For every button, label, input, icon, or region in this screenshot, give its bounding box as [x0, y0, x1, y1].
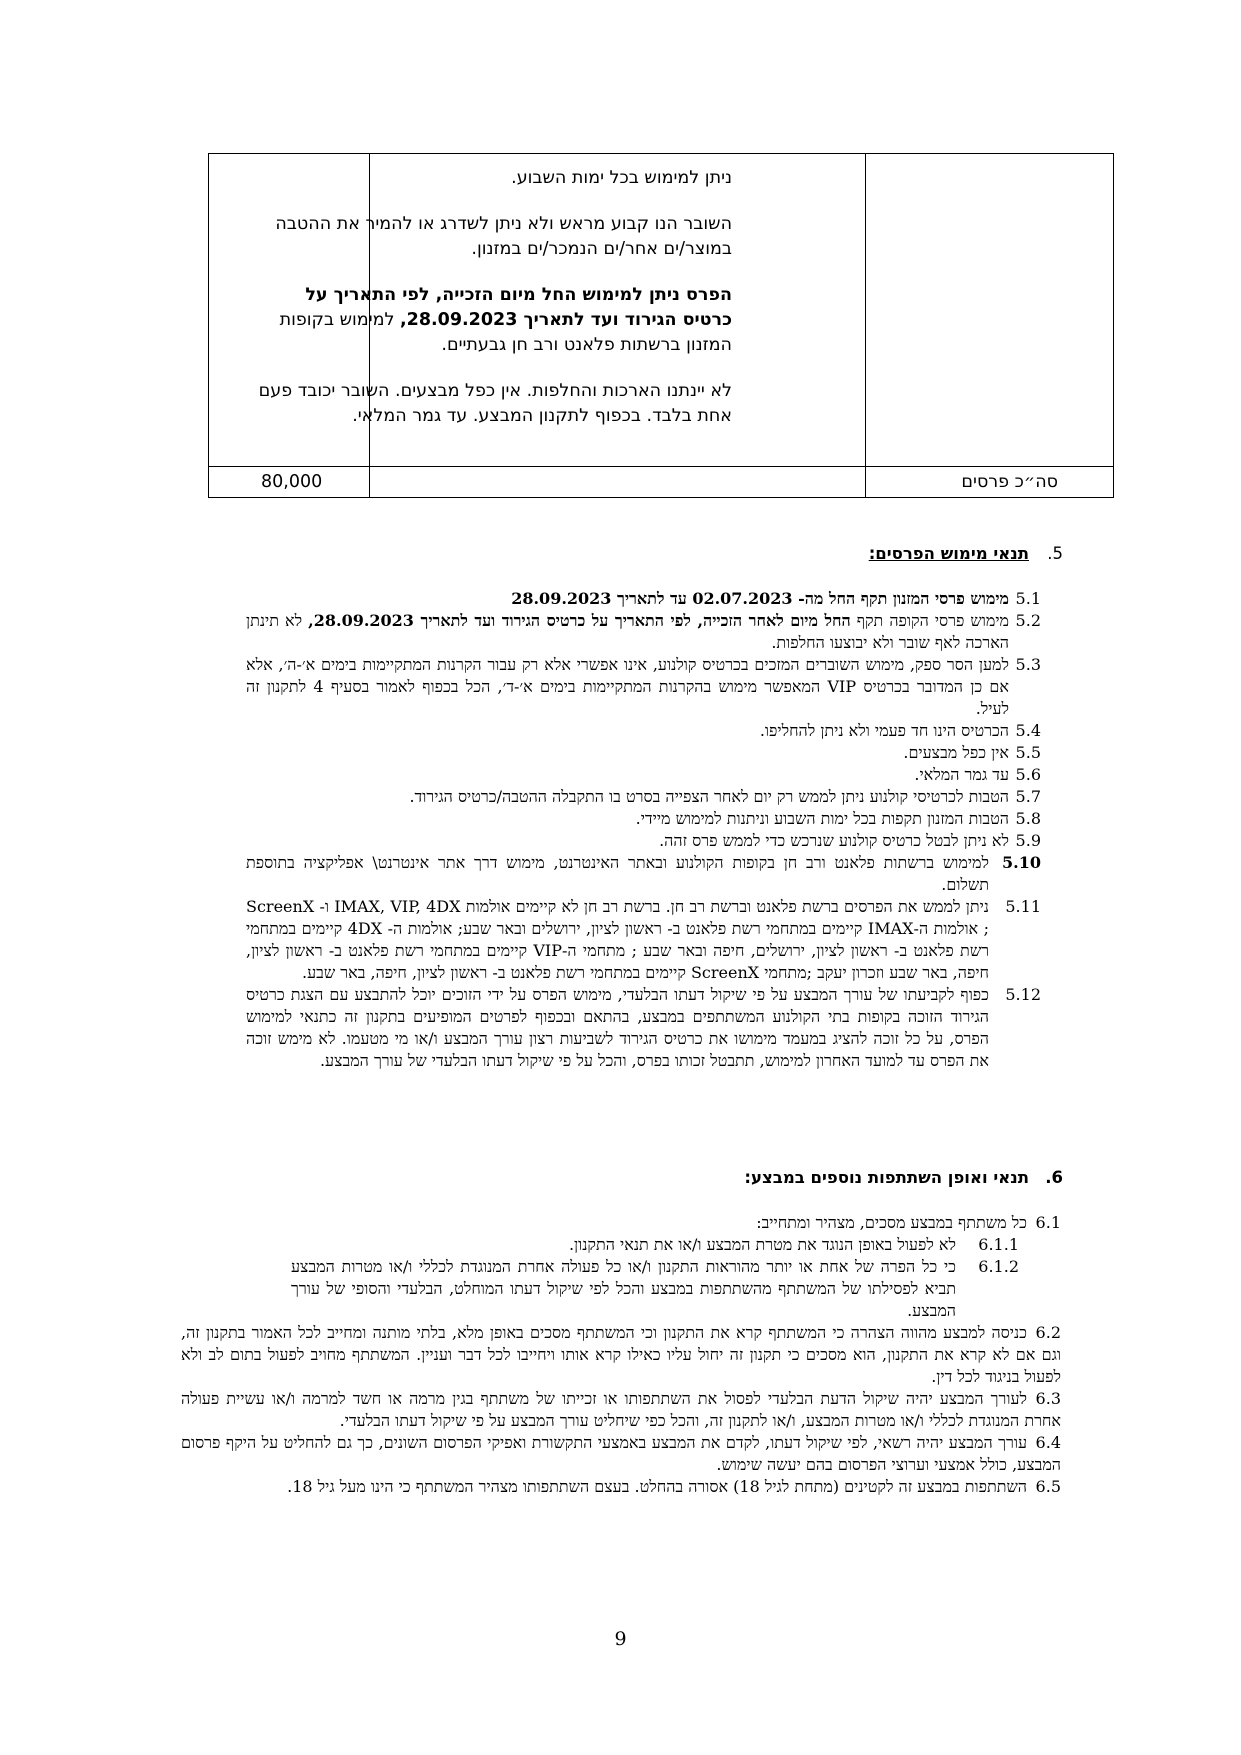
list-item: 5.3 למען הסר ספק, מימוש השוברים המזכים בכרטיס קולנוע, אינו אפשרי אלא רק עבור הקרנות המתקיימות בימים א׳-ה׳, אלא אם כן המדובר בכרטיס VIP המאפשר מימוש בהקרנות המתקיימות בימים א׳-ד׳, הכל בכפוף לאמור בסעיף 4 לתקנון זה לעיל.	[246, 655, 1041, 718]
description-paragraph	[252, 283, 732, 358]
description-paragraph: ניתן למימוש בכל ימות השבוע.	[511, 168, 732, 188]
description-text: למימוש בקופות המזנון ברשתות פלאנט ורב חן גבעתיים.	[279, 310, 732, 355]
list-item: 6.3 לעורך המבצע יהיה שיקול הדעת הבלעדי לפסול את השתתפותו או זכייתו של משתתף בגין מרמה או חשד למרמה ו/או עשיית פעולה אחרת המנוגדת לכללי ו/או מטרות המבצע, ו/או לתקנון זה, והכל כפי שיחליט עורך המבצע על פי שיקול דעתו הבלעדי.	[181, 1389, 1061, 1430]
section-6-body	[181, 1212, 1061, 1498]
prize-description-cell	[252, 166, 732, 450]
list-item: 6.1.2 כי כל הפרה של אחת או יותר מהוראות התקנון ו/או כל פעולה אחרת המנוגדת לכללי ו/או מטרות המבצע תביא לפסילתו של המשתתף מהשתתפות במבצע והכל לפי שיקול דעתו המוחלט, הבלעדי והסופי של עורך המבצע.	[291, 1257, 1019, 1320]
list-item: 5.8 הטבות המזנון תקפות בכל ימות השבוע וניתנות למימוש מיידי.	[635, 809, 1041, 828]
section-5-title: תנאי מימוש הפרסים:	[868, 544, 1029, 563]
list-item: 5.4 הכרטיס הינו חד פעמי ולא ניתן להחליפו.	[759, 721, 1041, 740]
section-6-heading: 6.תנאי ואופן השתתפות נוספים במבצע:	[744, 1168, 1063, 1187]
list-item: 5.2 מימוש פרסי הקופה תקף החל מיום לאחר הזכייה, לפי התאריך על כרטיס הגירוד ועד לתאריך 28.09.2023, לא תינתן הארכה לאף שובר ולא יבוצעו החלפות.	[246, 611, 1041, 652]
page-number: 9	[614, 1628, 627, 1650]
section-5-body	[246, 588, 1041, 1072]
list-item: 5.7 הטבות לכרטיסי קולנוע ניתן לממש רק יום לאחר הצפייה בסרט בו התקבלה ההטבה/כרטיס הגירוד.	[409, 787, 1041, 806]
table-divider	[865, 154, 866, 497]
list-item: 5.1 מימוש פרסי המזנון תקף החל מה- 02.07.2023 עד לתאריך 28.09.2023	[511, 589, 1041, 608]
list-item: 5.11 ניתן לממש את הפרסים ברשת פלאנט וברשת רב חן. ברשת רב חן לא קיימים אולמות IMAX, VIP, 4DX ו- ScreenX ; אולמות ה-IMAX קיימים במתחמי רשת פלאנט ב- ראשון לציון, ירושלים ובאר שבע; אולמות ה- 4DX קיימים במתחמי רשת פלאנט ב- ראשון לציון, ירושלים, חיפה ובאר שבע ; מתחמי ה-VIP קיימים במתחמי רשת פלאנט ב- ראשון לציון, חיפה, באר שבע וזכרון יעקב ;מתחמי ScreenX קיימים במתחמי רשת פלאנט ב- ראשון לציון, חיפה, באר שבע.	[246, 897, 1041, 982]
list-item: 6.4 עורך המבצע יהיה רשאי, לפי שיקול דעתו, לקדם את המבצע באמצעי התקשורת ואפיקי הפרסום השונים, כך גם להחליט על היקף פרסום המבצע, כולל אמצעי וערוצי הפרסום בהם יעשה שימוש.	[181, 1433, 1061, 1474]
list-item: 5.5 אין כפל מבצעים.	[903, 743, 1041, 762]
section-6-title: תנאי ואופן השתתפות נוספים במבצע:	[744, 1168, 1029, 1187]
list-item: 5.9 לא ניתן לבטל כרטיס קולנוע שנרכש כדי לממש פרס זהה.	[659, 831, 1041, 850]
total-prizes-value: 80,000	[261, 472, 323, 492]
list-item: 5.6 עד גמר המלאי.	[914, 765, 1041, 784]
list-item: 6.1.1 לא לפעול באופן הנוגד את מטרת המבצע ו/או את תנאי התקנון.	[568, 1235, 1019, 1254]
section-5-heading: 5.תנאי מימוש הפרסים:	[868, 544, 1063, 563]
description-paragraph: השובר הנו קבוע מראש ולא ניתן לשדרג או להמיר את ההטבה במוצר/ים אחר/ים הנמכר/ים במזנון.	[275, 214, 732, 259]
description-bold: הפרס ניתן למימוש החל מיום הזכייה, לפי התאריך על כרטיס הגירוד ועד לתאריך 28.09.2023,	[305, 285, 732, 330]
list-item: 5.10 למימוש ברשתות פלאנט ורב חן בקופות הקולנוע ובאתר האינטרנט, מימוש דרך אתר אינטרנט\ אפליקציה בתוספת תשלום.	[246, 853, 1041, 894]
list-item: 6.5 השתתפות במבצע זה לקטינים (מתחת לגיל 18) אסורה בהחלט. בעצם השתתפותו מצהיר המשתתף כי הינו מעל גיל 18.	[287, 1477, 1061, 1496]
prizes-table	[208, 153, 1114, 498]
list-item: 6.2 כניסה למבצע מהווה הצהרה כי המשתתף קרא את התקנון וכי המשתתף מסכים באופן מלא, בלתי מותנה ומחייב לכל האמור בתקנון זה, וגם אם לא קרא את התקנון, הוא מסכים כי תקנון זה יחול עליו כאילו קרא אותו ויחייבו לכל דבר ועניין. המשתתף מחויב לפעול בתום לב ולא לפעול בניגוד לכל דין.	[181, 1323, 1061, 1386]
description-paragraph: לא יינתנו הארכות והחלפות. אין כפל מבצעים. השובר יכובד פעם אחת בלבד. בכפוף לתקנון המבצע. עד גמר המלאי.	[258, 381, 732, 426]
list-item: 5.12 כפוף לקביעתו של עורך המבצע על פי שיקול דעתו הבלעדי, מימוש הפרס על ידי הזוכים יוכל להתבצע עם הצגת כרטיס הגירוד הזוכה בקופות בתי הקולנוע המשתתפים במבצע, בהתאם ובכפוף לפרטים המופיעים בתקנון זה כתנאי למימוש הפרס, על כל זוכה להציג במעמד מימושו את כרטיס הגירוד לשביעות רצון עורך המבצע ו/או מי מטעמו. לא מימש זוכה את הפרס עד למועד האחרון למימוש, תתבטל זכותו בפרס, והכל על פי שיקול דעתו הבלעדי של עורך המבצע.	[246, 985, 1041, 1070]
list-item: 6.1 כל משתתף במבצע מסכים, מצהיר ומתחייב:	[756, 1213, 1061, 1232]
total-prizes-label: סה״כ פרסים	[961, 472, 1058, 492]
